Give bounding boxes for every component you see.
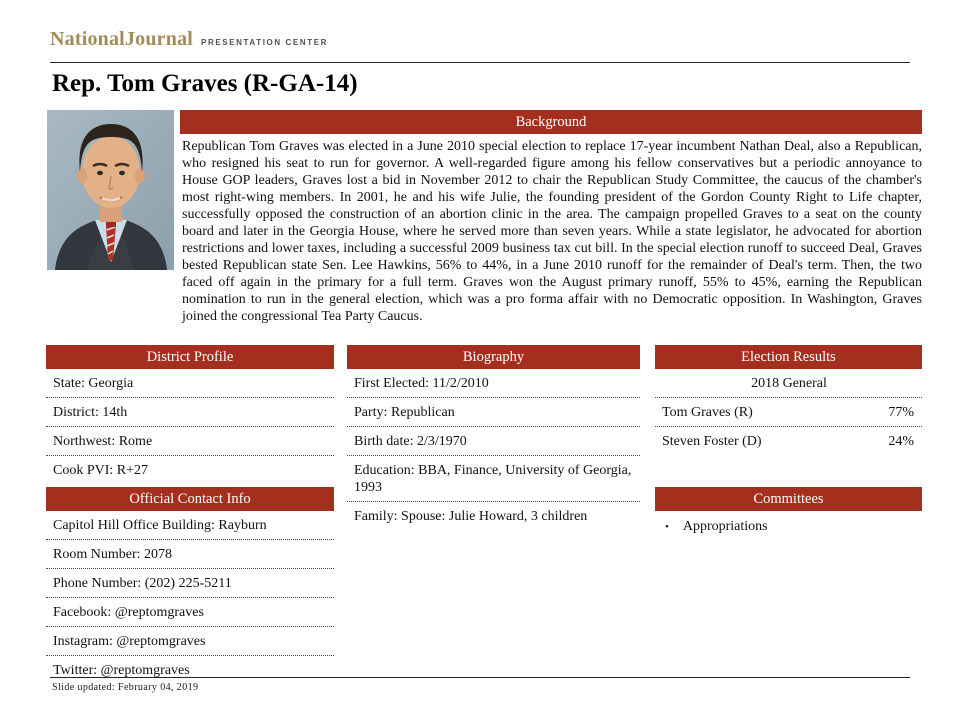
bio-row-family: Family: Spouse: Julie Howard, 3 children — [354, 509, 588, 524]
footer-divider — [50, 677, 910, 678]
bio-row-first-elected: First Elected: 11/2/2010 — [347, 369, 640, 398]
biography-section — [347, 345, 640, 530]
district-row-district: District: 14th — [46, 398, 334, 427]
candidate-pct: 77% — [888, 405, 914, 420]
district-row-region: Northwest: Rome — [46, 427, 334, 456]
district-row-cook-pvi: Cook PVI: R+27 — [53, 463, 149, 478]
committee-name: Appropriations — [682, 519, 768, 534]
background-section — [180, 110, 922, 325]
committee-item — [655, 511, 922, 541]
brand-logo — [50, 28, 328, 51]
district-profile-section — [46, 345, 334, 484]
bio-row-education: Education: BBA, Finance, University of Georgia, 1993 — [347, 456, 640, 502]
contact-info-header: Official Contact Info — [46, 487, 334, 511]
election-results-header: Election Results — [655, 345, 922, 369]
portrait-illustration — [47, 110, 174, 270]
background-header: Background — [180, 110, 922, 134]
contact-row-room: Room Number: 2078 — [46, 540, 334, 569]
election-row — [655, 427, 922, 455]
election-row — [655, 398, 922, 427]
district-profile-header: District Profile — [46, 345, 334, 369]
election-subheader: 2018 General — [655, 369, 922, 398]
background-text: Republican Tom Graves was elected in a June 2010 special election to replace 17-year incumbent Nathan Deal, also a Republican, who resigned his seat to run for governor. A well-regarded figure among his fellow conservatives but a periodic annoyance to House GOP leaders, Graves lost a bid in November 2012 to chair the Republican Study Committee, the caucus of the chamber's most right-wing members. In 2001, he and his wife Julie, the founding president of the Gordon County Right to Life chapter, successfully opposed the construction of an abortion clinic in the area. The campaign propelled Graves to a seat on the county board and later in the Georgia House, where he served more than seven years. While a state legislator, he advocated for abortion restrictions and lower taxes, including a successful 2009 business tax cut bill. In the special election runoff to succeed Deal, Graves bested Republican state Sen. Lee Hawkins, 56% to 44%, in a June 2010 runoff for the remainder of Deal's term. Then, the two faced off again in the primary for a full term. Graves won the August primary runoff, 55% to 45%, earning the Republican nomination to run in the general election, which was a pro forma affair with no Democratic opposition. In Washington, Graves joined the congressional Tea Party Caucus. — [182, 139, 922, 324]
logo-nationaljournal: NationalJournal — [50, 28, 194, 50]
contact-row-building: Capitol Hill Office Building: Rayburn — [46, 511, 334, 540]
biography-header: Biography — [347, 345, 640, 369]
slide-updated-note: Slide updated: February 04, 2019 — [52, 682, 199, 693]
candidate-name: Steven Foster (D) — [662, 434, 762, 449]
logo-presentation-center: PRESENTATION CENTER — [201, 38, 329, 47]
candidate-name: Tom Graves (R) — [662, 405, 753, 420]
committees-header: Committees — [655, 487, 922, 511]
contact-info-section — [46, 487, 334, 684]
bio-row-birth-date: Birth date: 2/3/1970 — [347, 427, 640, 456]
page-title: Rep. Tom Graves (R-GA-14) — [52, 70, 358, 97]
header-divider — [50, 62, 910, 63]
bullet-icon: • — [665, 521, 669, 533]
committees-section — [655, 487, 922, 541]
candidate-pct: 24% — [888, 434, 914, 449]
district-row-state: State: Georgia — [46, 369, 334, 398]
portrait-photo — [47, 110, 174, 270]
election-results-section — [655, 345, 922, 455]
bio-row-party: Party: Republican — [347, 398, 640, 427]
contact-row-phone: Phone Number: (202) 225-5211 — [46, 569, 334, 598]
contact-row-facebook: Facebook: @reptomgraves — [46, 598, 334, 627]
contact-row-twitter: Twitter: @reptomgraves — [53, 663, 190, 678]
contact-row-instagram: Instagram: @reptomgraves — [46, 627, 334, 656]
